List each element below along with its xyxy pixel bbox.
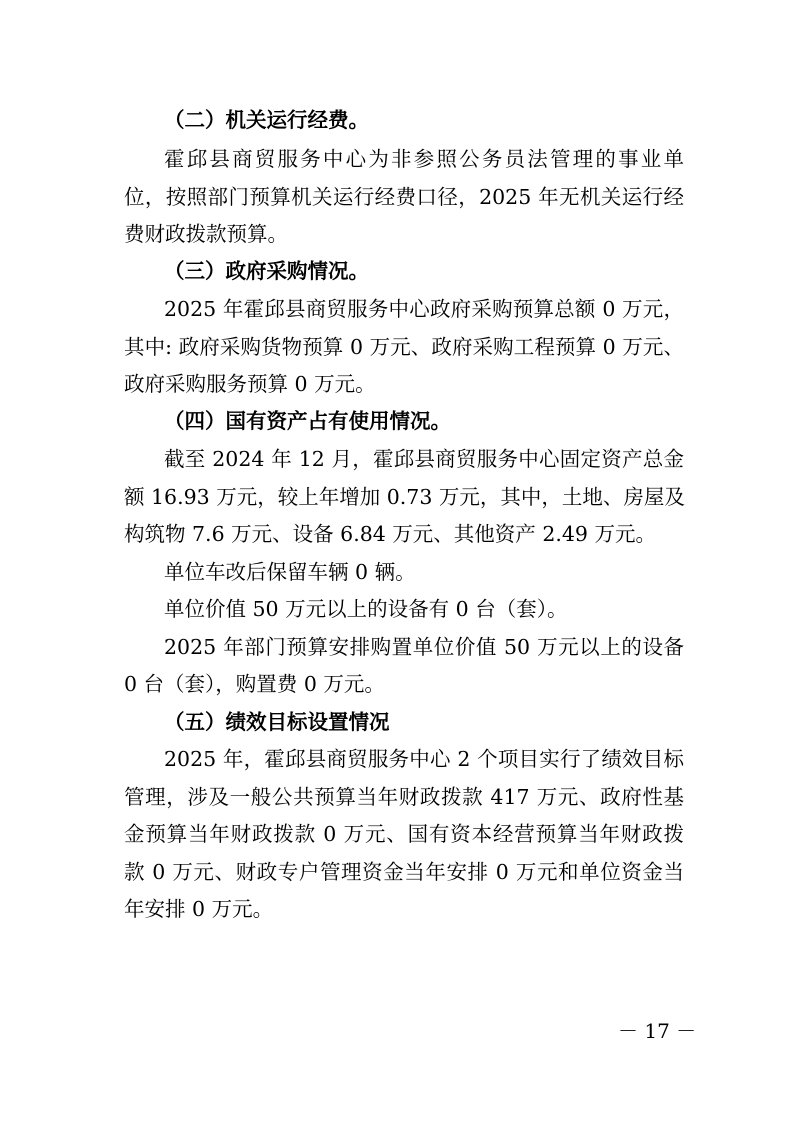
- page-number: － 17 －: [618, 1019, 697, 1043]
- paragraph-line: 款 0 万元、财政专户管理资金当年安排 0 万元和单位资金当: [124, 860, 684, 884]
- paragraph-line: 2025 年部门预算安排购置单位价值 50 万元以上的设备: [164, 635, 684, 659]
- section-heading-performance-targets: （五）绩效目标设置情况: [164, 710, 390, 734]
- paragraph-line: 额 16.93 万元，较上年增加 0.73 万元，其中，土地、房屋及: [124, 485, 685, 509]
- paragraph-line: 0 台（套），购置费 0 万元。: [124, 672, 385, 696]
- section-heading-operating-expenses: （二）机关运行经费。: [164, 108, 369, 132]
- section-heading-government-procurement: （三）政府采购情况。: [164, 259, 369, 283]
- paragraph-line: 管理，涉及一般公共预算当年财政拨款 417 万元、政府性基: [124, 785, 684, 809]
- paragraph-line: 2025 年霍邱县商贸服务中心政府采购预算总额 0 万元，: [164, 297, 684, 321]
- paragraph-line: 位，按照部门预算机关运行经费口径，2025 年无机关运行经: [124, 185, 684, 209]
- paragraph-line: 其中: 政府采购货物预算 0 万元、政府采购工程预算 0 万元、: [124, 335, 684, 359]
- paragraph-line: 单位价值 50 万元以上的设备有 0 台（套）。: [164, 597, 568, 621]
- paragraph-line: 构筑物 7.6 万元、设备 6.84 万元、其他资产 2.49 万元。: [124, 522, 656, 546]
- section-heading-state-assets: （四）国有资产占有使用情况。: [164, 409, 451, 433]
- paragraph-line: 年安排 0 万元。: [124, 897, 274, 921]
- paragraph-line: 政府采购服务预算 0 万元。: [124, 372, 376, 396]
- paragraph-line: 单位车改后保留车辆 0 辆。: [164, 560, 416, 584]
- paragraph-line: 2025 年，霍邱县商贸服务中心 2 个项目实行了绩效目标: [164, 747, 684, 771]
- paragraph-line: 费财政拨款预算。: [124, 222, 288, 246]
- paragraph-line: 截至 2024 年 12 月，霍邱县商贸服务中心固定资产总金: [164, 447, 684, 471]
- paragraph-line: 金预算当年财政拨款 0 万元、国有资本经营预算当年财政拨: [124, 822, 684, 846]
- paragraph-line: 霍邱县商贸服务中心为非参照公务员法管理的事业单: [164, 147, 684, 171]
